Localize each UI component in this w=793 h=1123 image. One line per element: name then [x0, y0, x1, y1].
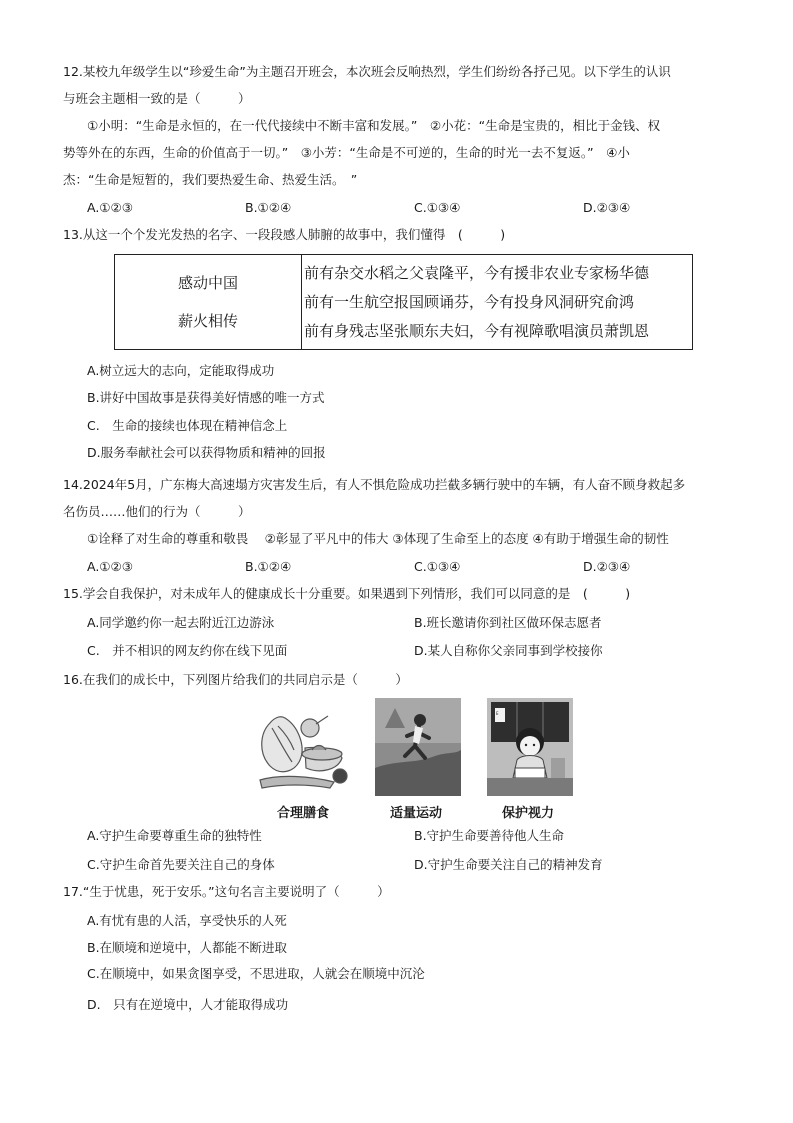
- q12-para-line1: ①小明：“生命是永恒的，在一代代接续中不断丰富和发展。” ②小花：“生命是宝贵的，相比于金钱、权: [87, 118, 661, 133]
- eye-protection-illustration: [487, 698, 573, 796]
- q14-option-b: B.①②④: [245, 559, 292, 574]
- q13-table-left-2: 薪火相传: [177, 312, 238, 330]
- q12-option-c: C.①③④: [414, 200, 461, 215]
- q13-option-c: C. 生命的接续也体现在精神信念上: [87, 418, 288, 433]
- q14-option-d: D.②③④: [583, 559, 631, 574]
- q12-para-line2: 势等外在的东西，生命的价值高于一切。” ③小芳：“生命是不可逆的，生命的时光一去不复返。” ④小: [63, 145, 630, 160]
- q15-option-b: B.班长邀请你到社区做环保志愿者: [414, 615, 602, 630]
- q15-option-c: C. 并不相识的网友约你在线下见面: [87, 643, 288, 658]
- q12-option-d: D.②③④: [583, 200, 631, 215]
- q14-option-c: C.①③④: [414, 559, 461, 574]
- q14-statements: ①诠释了对生命的尊重和敬畏 ②彰显了平凡中的伟大 ③体现了生命至上的态度 ④有助于增强生命的韧性: [87, 531, 669, 546]
- q12-option-b: B.①②④: [245, 200, 292, 215]
- q13-table-row-3: 前有身残志坚张顺东夫妇，今有视障歌唱演员萧凯恩: [304, 321, 650, 340]
- q13-stem: 13.从这一个个发光发热的名字、一段段感人肺腑的故事中，我们懂得 ( ): [63, 227, 506, 242]
- q16-option-b: B.守护生命要善待他人生命: [414, 828, 565, 843]
- q13-table-row-1: 前有杂交水稻之父袁隆平，今有援非农业专家杨华德: [304, 263, 650, 282]
- q13-table: [114, 254, 693, 350]
- q16-stem: 16.在我们的成长中，下列图片给我们的共同启示是（ ）: [63, 672, 408, 687]
- caption-eyesight: 保护视力: [502, 806, 555, 821]
- q17-option-a: A.有忧有患的人活，享受快乐的人死: [87, 913, 287, 928]
- q13-option-d: D.服务奉献社会可以获得物质和精神的回报: [87, 445, 326, 460]
- q17-option-d: D. 只有在逆境中，人才能取得成功: [87, 997, 289, 1012]
- q13-table-left: [115, 255, 302, 350]
- q13-table-row-2: 前有一生航空报国顾诵芬，今有投身风洞研究俞鸿: [304, 292, 635, 311]
- q15-stem: 15.学会自我保护，对未成年人的健康成长十分重要。如果遇到下列情形，我们可以同意的是 ( ): [63, 586, 631, 601]
- q17-option-b: B.在顺境和逆境中，人都能不断进取: [87, 940, 288, 955]
- healthy-diet-illustration: [250, 698, 360, 796]
- q17-stem: 17.“生于忧患，死于安乐。”这句名言主要说明了（ ）: [63, 884, 390, 899]
- q14-stem-line2: 名伤员……他们的行为（ ）: [63, 504, 251, 519]
- q14-option-a: A.①②③: [87, 559, 133, 574]
- exercise-illustration: [375, 698, 461, 796]
- q16-option-c: C.守护生命首先要关注自己的身体: [87, 857, 275, 872]
- caption-exercise: 适量运动: [390, 806, 443, 821]
- q17-option-c: C.在顺境中，如果贪图享受，不思进取，人就会在顺境中沉沦: [87, 966, 425, 981]
- q16-option-d: D.守护生命要关注自己的精神发育: [414, 857, 603, 872]
- q13-table-left-1: 感动中国: [177, 274, 238, 292]
- q13-option-b: B.讲好中国故事是获得美好情感的唯一方式: [87, 390, 325, 405]
- q12-option-a: A.①②③: [87, 200, 133, 215]
- svg-text:E: E: [496, 711, 499, 716]
- caption-diet: 合理膳食: [277, 806, 330, 821]
- q15-option-d: D.某人自称你父亲同事到学校接你: [414, 643, 603, 658]
- q12-para-line3: 杰：“生命是短暂的，我们要热爱生命、热爱生活。 ”: [63, 172, 358, 187]
- q14-stem-line1: 14.2024年5月，广东梅大高速塌方灾害发生后，有人不惧危险成功拦截多辆行驶中的车辆，有人奋不顾身救起多: [63, 477, 686, 492]
- q12-stem-line2: 与班会主题相一致的是（ ）: [63, 91, 251, 106]
- q12-stem-line1: 12.某校九年级学生以“珍爱生命”为主题召开班会，本次班会反响热烈，学生们纷纷各抒己见。以下学生的认识: [63, 64, 671, 79]
- q13-option-a: A.树立远大的志向，定能取得成功: [87, 363, 275, 378]
- q13-table-right: [302, 255, 693, 350]
- q16-option-a: A.守护生命要尊重生命的独特性: [87, 828, 262, 843]
- q15-option-a: A.同学邀约你一起去附近江边游泳: [87, 615, 275, 630]
